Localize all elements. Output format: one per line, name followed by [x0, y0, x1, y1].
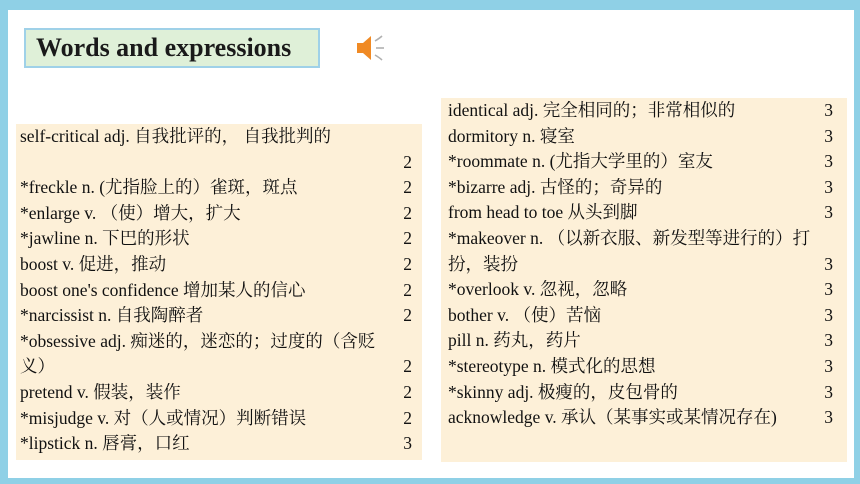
page-title: Words and expressions [36, 33, 292, 62]
entry-text: from head to toe 从头到脚 [448, 202, 638, 223]
vocabulary-entry [441, 380, 847, 406]
frame-right-border [854, 0, 860, 484]
entry-unit-number: 3 [824, 151, 833, 172]
vocabulary-entry [16, 201, 422, 227]
entry-text: pretend v. 假装，装作 [20, 381, 181, 402]
vocabulary-entry [16, 252, 422, 278]
vocabulary-entry [16, 329, 422, 380]
entry-text: *roommate n. (尤指大学里的）室友 [448, 151, 713, 172]
vocabulary-list-right [441, 98, 847, 431]
entry-text: *enlarge v. （使）增大，扩大 [20, 202, 241, 223]
entry-text: *lipstick n. 唇膏，口红 [20, 433, 190, 454]
entry-unit-number: 3 [824, 125, 833, 146]
vocabulary-entry [16, 303, 422, 329]
title-box [24, 28, 320, 68]
entry-text: *misjudge v. 对（人或情况）判断错误 [20, 407, 307, 428]
entry-text: *freckle n. (尤指脸上的）雀斑，斑点 [20, 177, 298, 198]
entry-unit-number: 3 [824, 100, 833, 120]
vocabulary-panel-left [16, 124, 422, 460]
vocabulary-entry [16, 175, 422, 201]
vocabulary-entry [441, 354, 847, 380]
entry-text: *makeover n. （以新衣服、新发型等进行的）打扮，装扮 [448, 227, 811, 274]
speaker-icon[interactable] [353, 30, 389, 66]
entry-unit-number: 2 [403, 279, 412, 300]
entry-text: *skinny adj. 极瘦的，皮包骨的 [448, 381, 678, 402]
entry-text: bother v. （使）苦恼 [448, 304, 601, 325]
entry-text: acknowledge v. 承认（某事实或某情况存在) [448, 407, 777, 428]
vocabulary-entry [16, 278, 422, 304]
entry-unit-number: 2 [403, 305, 412, 326]
vocabulary-entry [441, 303, 847, 329]
entry-unit-number: 2 [403, 228, 412, 249]
vocabulary-entry [16, 431, 422, 457]
entry-text: *narcissist n. 自我陶醉者 [20, 305, 204, 326]
entry-unit-number: 2 [403, 356, 412, 377]
vocabulary-entry [441, 405, 847, 431]
entry-unit-number: 3 [824, 304, 833, 325]
entry-text: boost v. 促进，推动 [20, 253, 167, 274]
frame-bottom-border [0, 478, 860, 484]
vocabulary-entry [16, 226, 422, 252]
entry-text: dormitory n. 寝室 [448, 125, 575, 146]
vocabulary-entry [16, 406, 422, 432]
entry-unit-number: 3 [403, 433, 412, 454]
entry-text: *bizarre adj. 古怪的；奇异的 [448, 176, 663, 197]
entry-unit-number: 2 [403, 253, 412, 274]
entry-unit-number: 3 [824, 381, 833, 402]
entry-unit-number: 2 [403, 151, 412, 172]
vocabulary-entry [441, 328, 847, 354]
vocabulary-entry [16, 380, 422, 406]
entry-unit-number: 3 [824, 330, 833, 351]
entry-text: *obsessive adj. 痴迷的，迷恋的；过度的（含贬义） [20, 330, 376, 377]
entry-unit-number: 3 [824, 407, 833, 428]
entry-text: pill n. 药丸，药片 [448, 330, 581, 351]
vocabulary-entry [441, 200, 847, 226]
vocabulary-list-left [16, 124, 422, 457]
vocabulary-entry [441, 124, 847, 150]
frame-left-border [0, 0, 8, 484]
entry-text: *stereotype n. 模式化的思想 [448, 355, 656, 376]
vocabulary-entry [441, 98, 847, 124]
vocabulary-entry [441, 149, 847, 175]
entry-unit-number: 3 [824, 355, 833, 376]
vocabulary-entry [16, 124, 422, 175]
vocabulary-entry [441, 226, 847, 277]
entry-unit-number: 3 [824, 176, 833, 197]
vocabulary-panel-right [441, 98, 847, 462]
entry-unit-number: 2 [403, 381, 412, 402]
entry-unit-number: 2 [403, 177, 412, 198]
entry-unit-number: 3 [824, 253, 833, 274]
vocabulary-entry [441, 175, 847, 201]
entry-text: *jawline n. 下巴的形状 [20, 228, 190, 249]
entry-text: identical adj. 完全相同的；非常相似的 [448, 100, 736, 120]
entry-text: self-critical adj. 自我批评的， 自我批判的 [20, 126, 332, 146]
vocabulary-entry [441, 277, 847, 303]
entry-unit-number: 3 [824, 279, 833, 300]
entry-unit-number: 3 [824, 202, 833, 223]
entry-text: *overlook v. 忽视，忽略 [448, 279, 628, 300]
entry-text: boost one's confidence 增加某人的信心 [20, 279, 306, 300]
speaker-icon-graphic [353, 30, 389, 66]
frame-top-border [0, 0, 860, 10]
entry-unit-number: 2 [403, 202, 412, 223]
entry-unit-number: 2 [403, 407, 412, 428]
